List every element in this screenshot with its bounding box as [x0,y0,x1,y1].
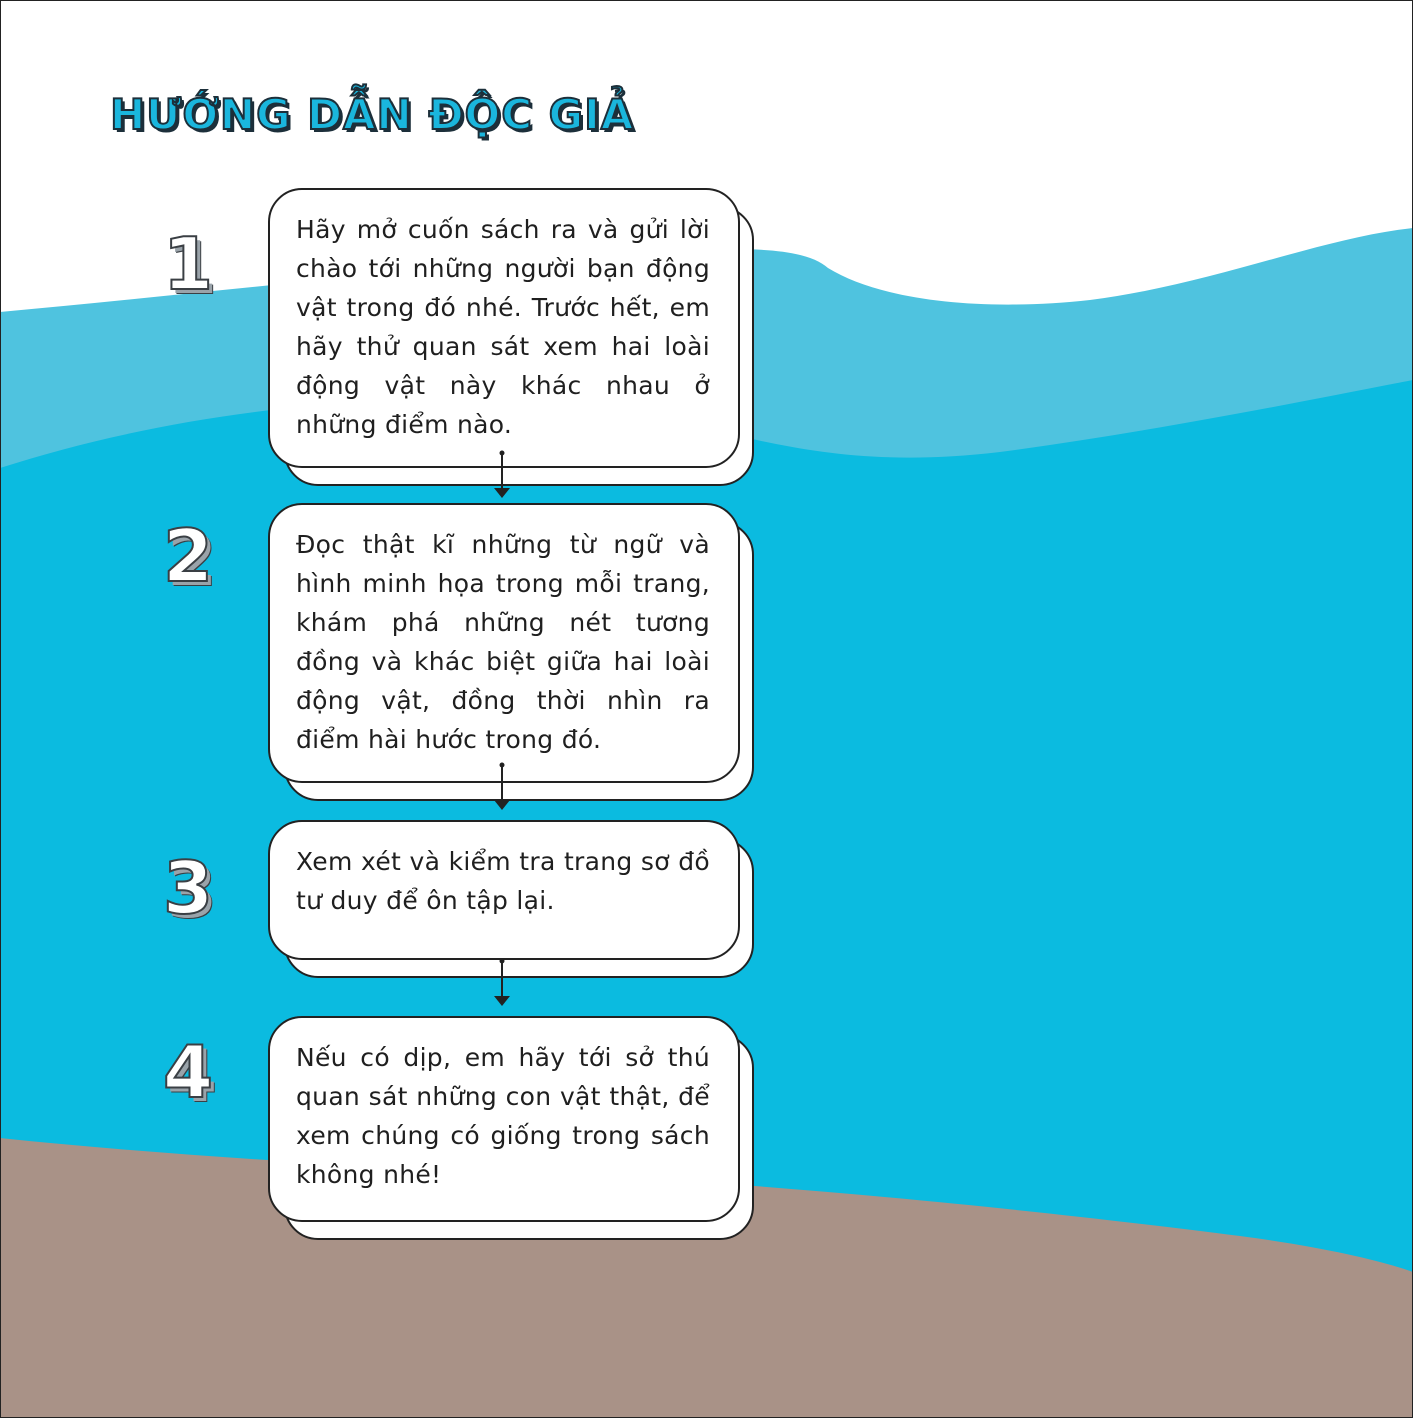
card-body [268,820,740,960]
step-card-3 [268,820,754,960]
step-number-1: 1 [162,222,214,306]
arrow-down-icon [494,958,510,1008]
arrow-down-icon [494,450,510,500]
step-text-4: Nếu có dịp, em hãy tới sở thú quan sát những con vật thật, để xem chúng có giống trong sách không nhé! [296,1043,710,1189]
page-title: HƯỚNG DẪN ĐỘC GIẢ [110,90,635,139]
step-card-4 [268,1016,754,1222]
step-number-2: 2 [162,514,214,598]
step-number-4: 4 [162,1030,214,1114]
step-text-3: Xem xét và kiểm tra trang sơ đồ tư duy để ôn tập lại. [296,847,710,915]
card-body [268,188,740,468]
step-card-1 [268,188,754,468]
card-body [268,1016,740,1222]
step-text-1: Hãy mở cuốn sách ra và gửi lời chào tới những người bạn động vật trong đó nhé. Trước hết, em hãy thử quan sát xem hai loài động vật này khác nhau ở những điểm nào. [296,215,710,439]
step-text-2: Đọc thật kĩ những từ ngữ và hình minh họa trong mỗi trang, khám phá những nét tương đồng và khác biệt giữa hai loài động vật, đồng thời nhìn ra điểm hài hước trong đó. [296,530,710,754]
card-body [268,503,740,783]
arrow-down-icon [494,762,510,812]
step-number-3: 3 [162,846,214,930]
step-card-2 [268,503,754,783]
